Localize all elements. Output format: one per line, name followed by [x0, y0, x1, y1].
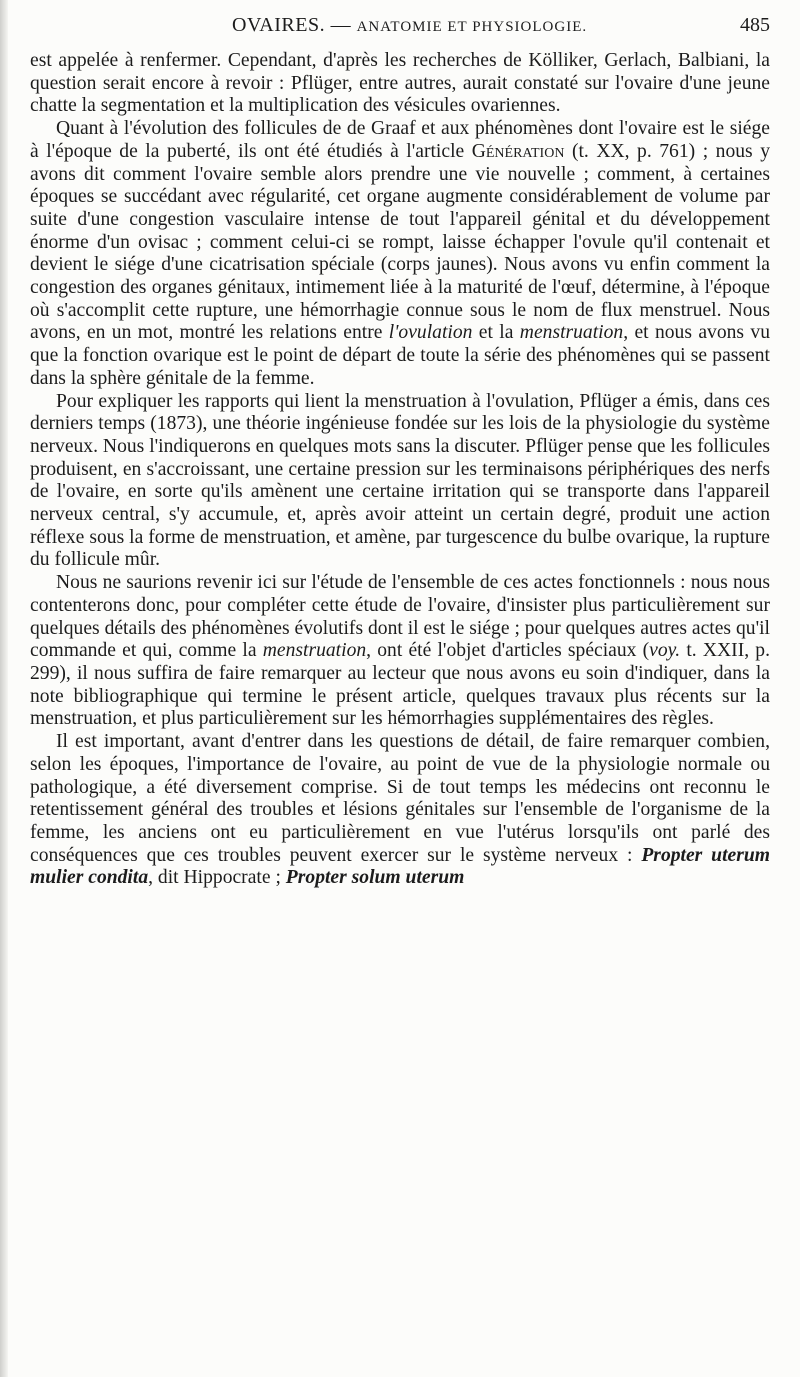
paragraph-2-text-1: Quant à l'évolution des follicules de de Graaf et aux phénomènes dont l'ovaire est le siége à l'époque de la puberté, ils ont été étudiés à l'article — [30, 118, 770, 162]
paragraph-5 — [30, 731, 770, 890]
term-menstruation: menstruation — [519, 322, 624, 344]
paragraph-5-text-2: , dit Hippocrate ; — [148, 867, 286, 889]
paragraph-1-text: est appelée à renfermer. Cependant, d'après les recherches de Kölliker, Gerlach, Balbiani, la question serait encore à revoir : Pflüger, entre autres, aurait constaté sur l'ovaire d'une jeune chatte la segmentation et la multiplication des vésicules ovariennes. — [30, 50, 770, 117]
paragraph-1 — [30, 50, 770, 118]
binding-edge — [0, 0, 8, 1377]
section-subtitle: ANATOMIE ET PHYSIOLOGIE. — [356, 19, 588, 35]
paragraph-2-text-2: (t. XX, p. 761) ; nous y avons dit comment l'ovaire semble alors prendre une vie nouvelle ; comment, à certaines époques se succédant avec régularité, cet organe augmente considérablement de volume par suite d'une congestion vasculaire intense de tout l'appareil génital et du développement énorme d'un ovisac ; comment celui-ci se rompt, laisse échapper l'ovule qu'il contenait et devient le siége d'une cicatrisation spéciale (corps jaunes). Nous avons vu enfin comment la congestion des organes génitaux, intimement liée à la maturité de l'œuf, détermine, à l'époque où s'accomplit cette rupture, une hémorrhagie connue sous le nom de flux menstruel. Nous avons, en un mot, montré les relations entre — [30, 140, 770, 344]
latin-quote-2: Propter solum uterum — [285, 867, 465, 889]
chapter-title: OVAIRES. — [232, 14, 326, 36]
paragraph-4-text-2: , ont été l'objet d'articles spéciaux ( — [366, 640, 650, 662]
article-reference-generation: Génération — [471, 140, 565, 162]
paragraph-5-text-1: Il est important, avant d'entrer dans les questions de détail, de faire remarquer combien, selon les époques, l'importance de l'ovaire, au point de vue de la physiologie normale ou pathologique, a été diversement comprise. Si de tout temps les médecins ont reconnu le retentissement général des troubles et lésions génitales sur l'ensemble de l'organisme de la femme, les anciens ont eu particulièrement en vue l'utérus lorsqu'ils ont parlé des conséquences que ces troubles peuvent exercer sur le système nerveux : — [30, 731, 770, 866]
paragraph-4 — [30, 572, 770, 731]
running-head — [0, 14, 800, 44]
paragraph-3-text: Pour expliquer les rapports qui lient la menstruation à l'ovulation, Pflüger a émis, dans ces derniers temps (1873), une théorie ingénieuse fondée sur les lois de la physiologie du système nerveux. Nous l'indiquerons en quelques mots sans la discuter. Pflüger pense que les follicules produisent, en s'accroissant, une certaine pression sur les terminaisons périphériques des nerfs de l'ovaire, en sorte qu'ils amènent une certaine irritation qui se transporte dans l'appareil nerveux central, s'y accumule, et, après avoir atteint un certain degré, produit une action réflexe sous la forme de menstruation, et amène, par turgescence du bulbe ovarique, la rupture du follicule mûr. — [30, 390, 770, 571]
paragraph-2 — [30, 118, 770, 390]
body-text — [30, 50, 770, 890]
title-separator: — — [330, 14, 352, 36]
latin-quote-1: Propter uterum mulier condita — [30, 844, 770, 889]
page-number: 485 — [740, 14, 770, 36]
term-menstruation-2: menstruation — [262, 640, 367, 662]
abbrev-voy: voy. — [649, 640, 681, 662]
paragraph-3 — [30, 391, 770, 573]
paragraph-4-text-3: t. XXII, p. 299), il nous suffira de faire remarquer au lecteur que nous avons eu soin d'indiquer, dans la note bibliographique qui termine le présent article, quelques travaux plus récents sur la menstruation, et plus particulièrement sur les hémorrhagies supplémentaires des règles. — [30, 640, 770, 730]
paragraph-2-text-4: , et nous avons vu que la fonction ovarique est le point de départ de toute la série des phénomènes qui se passent dans la sphère génitale de la femme. — [30, 322, 770, 389]
running-head-title — [232, 14, 587, 37]
term-ovulation: l'ovulation — [388, 322, 473, 344]
paragraph-2-text-3: et la — [472, 322, 520, 344]
paragraph-4-text-1: Nous ne saurions revenir ici sur l'étude de l'ensemble de ces actes fonctionnels : nous nous contenterons donc, pour compléter cette étude de l'ovaire, d'insister plus particulièrement sur quelques détails des phénomènes évolutifs dont il est le siége ; pour quelques autres actes qu'il commande et qui, comme la — [30, 572, 770, 662]
